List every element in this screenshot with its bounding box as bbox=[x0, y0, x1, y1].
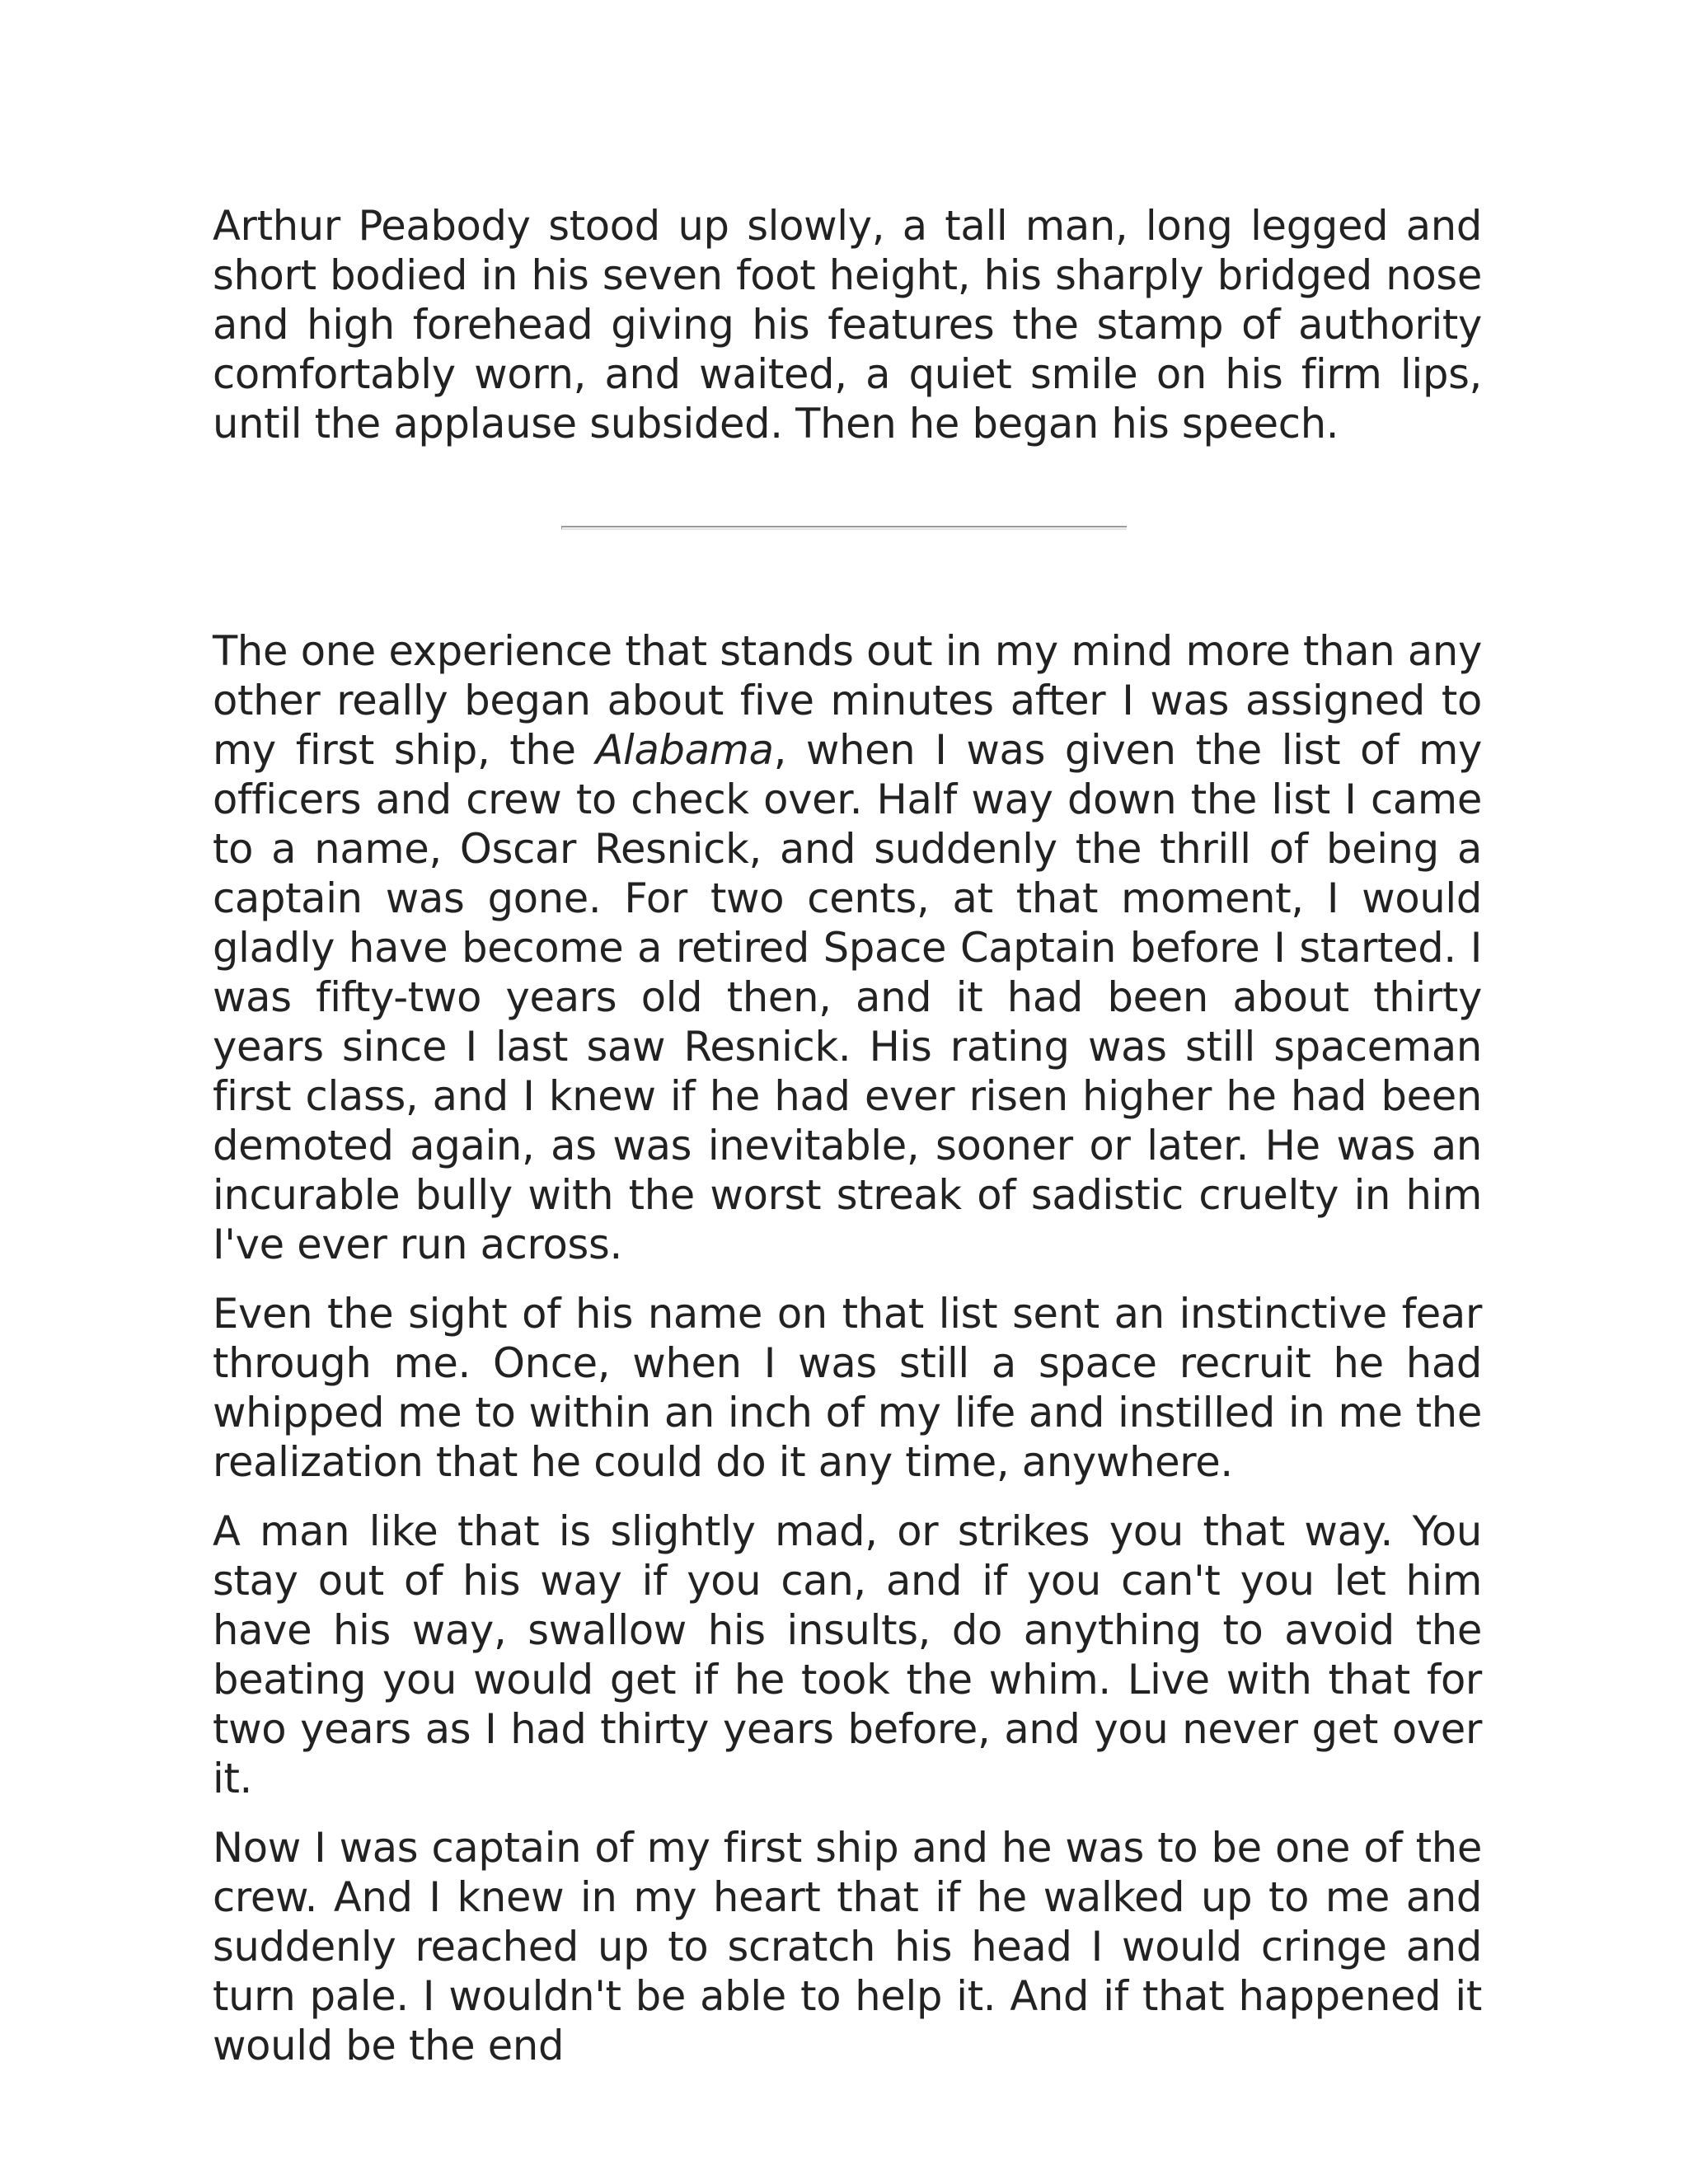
paragraph-text: The one experience that stands out in my mind more than any other really began about five minutes after I was assigned to my first ship, the bbox=[213, 627, 1482, 774]
narrative-section bbox=[213, 626, 1482, 2090]
narrative-paragraph-4: Now I was captain of my first ship and he was to be one of the crew. And I knew in my heart that if he walked up to me and suddenly reached up to scratch his head I would cringe and turn pale. I wouldn't be able to help it. And if that happened it would be the end bbox=[213, 1824, 1482, 2069]
ship-name: Alabama bbox=[595, 726, 774, 774]
section-divider bbox=[561, 526, 1127, 530]
narrative-paragraph-1 bbox=[213, 626, 1482, 1269]
paragraph-text: , when I was given the list of my officers and crew to check over. Half way down the list I came to a name, Oscar Resnick, and suddenly the thrill of being a captain was gone. For two cents, at that moment, I would gladly have become a retired Space Captain before I started. I was fifty-two years old then, and it had been about thirty years since I last saw Resnick. His rating was still spaceman first class, and I knew if he had ever risen higher he had been demoted again, as was inevitable, sooner or later. He was an incurable bully with the worst streak of sadistic cruelty in him I've ever run across. bbox=[213, 726, 1482, 1268]
narrative-paragraph-2: Even the sight of his name on that list sent an instinctive fear through me. Once, when I was still a space recruit he had whipped me to within an inch of my life and instilled in me the realization that he could do it any time, anywhere. bbox=[213, 1290, 1482, 1486]
narrative-paragraph-3: A man like that is slightly mad, or strikes you that way. You stay out of his way if you can, and if you can't you let him have his way, swallow his insults, do anything to avoid the beating you would get if he took the whim. Live with that for two years as I had thirty years before, and you never get over it. bbox=[213, 1507, 1482, 1802]
opening-paragraph: Arthur Peabody stood up slowly, a tall man, long legged and short bodied in his seven foot height, his sharply bridged nose and high forehead giving his features the stamp of authority comfortably worn, and waited, a quiet smile on his firm lips, until the applause subsided. Then he began his speech. bbox=[213, 202, 1482, 448]
opening-section bbox=[213, 201, 1482, 448]
